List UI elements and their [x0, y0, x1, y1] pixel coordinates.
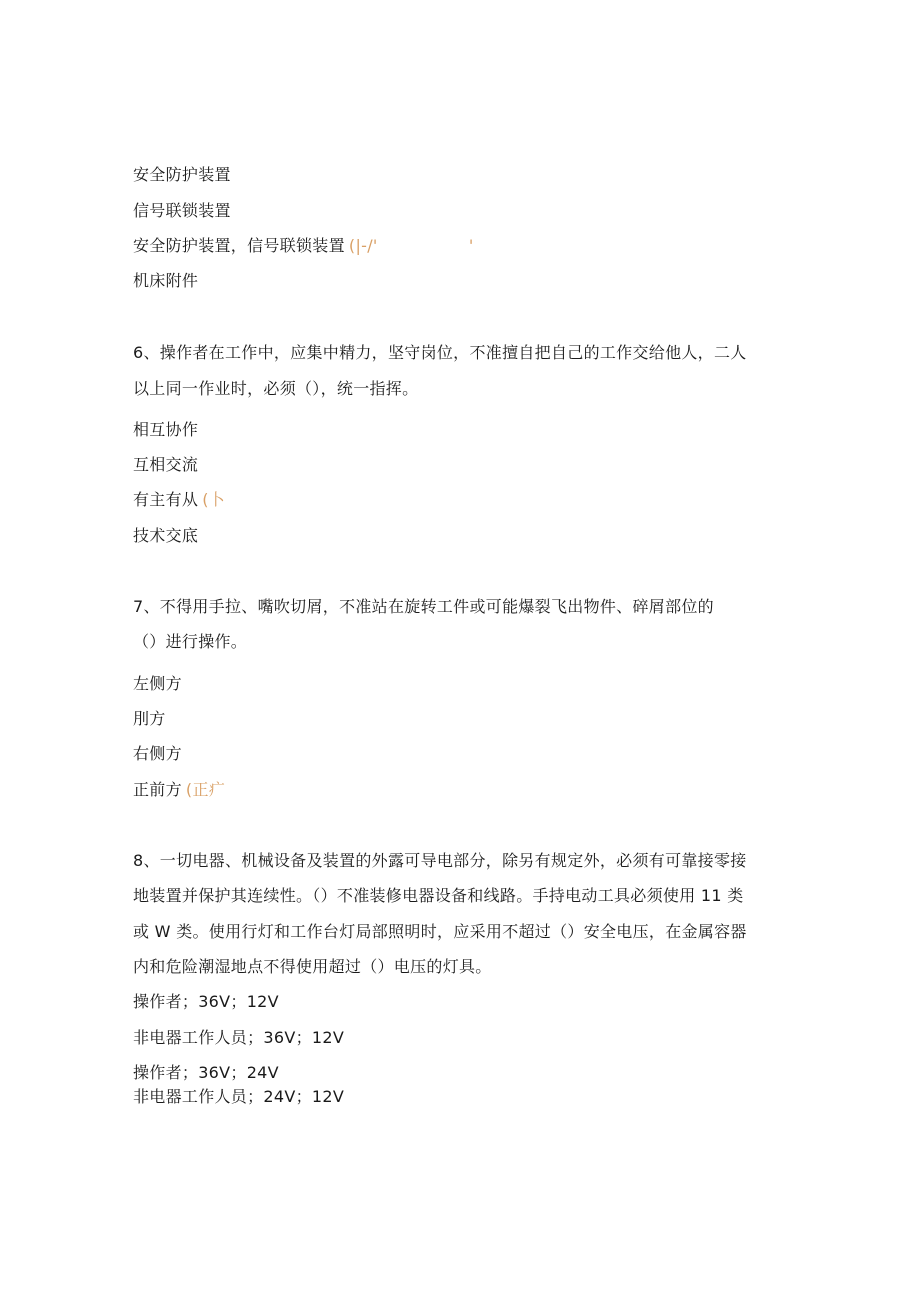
- q7-option-a: [133, 674, 182, 694]
- option-text: 有主有从: [133, 490, 199, 509]
- answer-mark: (|-/': [348, 236, 378, 255]
- q6-option-a: [133, 420, 198, 440]
- question-8-line-2: 地装置并保护其连续性。（）不准装修电器设备和线路。手持电动工具必须使用 11 类: [133, 886, 744, 905]
- q6-option-d: [133, 526, 198, 546]
- q7-option-d: [133, 780, 225, 800]
- q8-option-c: [133, 1063, 279, 1083]
- option-text: 互相交流: [133, 455, 199, 474]
- question-8-line-4: 内和危险潮湿地点不得使用超过（）电压的灯具。: [133, 957, 492, 976]
- question-7-line-2: （）进行操作。: [133, 632, 248, 651]
- option-text: 操作者；36V；24V: [133, 1063, 279, 1082]
- option-text: 安全防护装置，信号联锁装置: [133, 236, 345, 255]
- q7-option-b: [133, 709, 166, 729]
- q6-option-b: [133, 455, 198, 475]
- option-text: 非电器工作人员；24V；12V: [133, 1087, 345, 1106]
- option-text: 机床附件: [133, 271, 199, 290]
- q8-option-a: [133, 992, 279, 1012]
- option-b: [133, 201, 231, 221]
- option-text: 非电器工作人员；36V；12V: [133, 1028, 345, 1047]
- option-text: 技术交底: [133, 526, 199, 545]
- question-6-line-2: 以上同一作业时，必须（），统一指挥。: [133, 379, 419, 398]
- answer-mark-tail: ': [468, 236, 474, 255]
- option-text: 正前方: [133, 780, 182, 799]
- question-7-line-1: 7、不得用手拉、嘴吹切屑，不准站在旋转工件或可能爆裂飞出物件、碎屑部位的: [133, 597, 714, 616]
- option-d: [133, 271, 198, 291]
- q8-option-b: [133, 1028, 344, 1048]
- answer-mark: (正疒: [185, 780, 226, 799]
- option-text: 刖方: [133, 709, 166, 728]
- option-text: 右侧方: [133, 744, 182, 763]
- question-8-line-1: 8、一切电器、机械设备及装置的外露可导电部分，除另有规定外，必须有可靠接零接: [133, 851, 747, 870]
- option-text: 信号联锁装置: [133, 201, 231, 220]
- q6-option-c: [133, 490, 225, 510]
- option-text: 操作者；36V；12V: [133, 992, 279, 1011]
- option-text: 左侧方: [133, 674, 182, 693]
- option-c: [133, 236, 474, 256]
- option-text: 安全防护装置: [133, 165, 231, 184]
- answer-mark: (卜: [202, 490, 226, 509]
- q7-option-c: [133, 744, 182, 764]
- option-text: 相互协作: [133, 420, 199, 439]
- option-a: [133, 165, 231, 185]
- question-8-line-3: 或 W 类。使用行灯和工作台灯局部照明时，应采用不超过（）安全电压，在金属容器: [133, 922, 747, 941]
- question-6-line-1: 6、操作者在工作中，应集中精力，坚守岗位，不准擅自把自己的工作交给他人，二人: [133, 343, 747, 362]
- q8-option-d: [133, 1087, 344, 1107]
